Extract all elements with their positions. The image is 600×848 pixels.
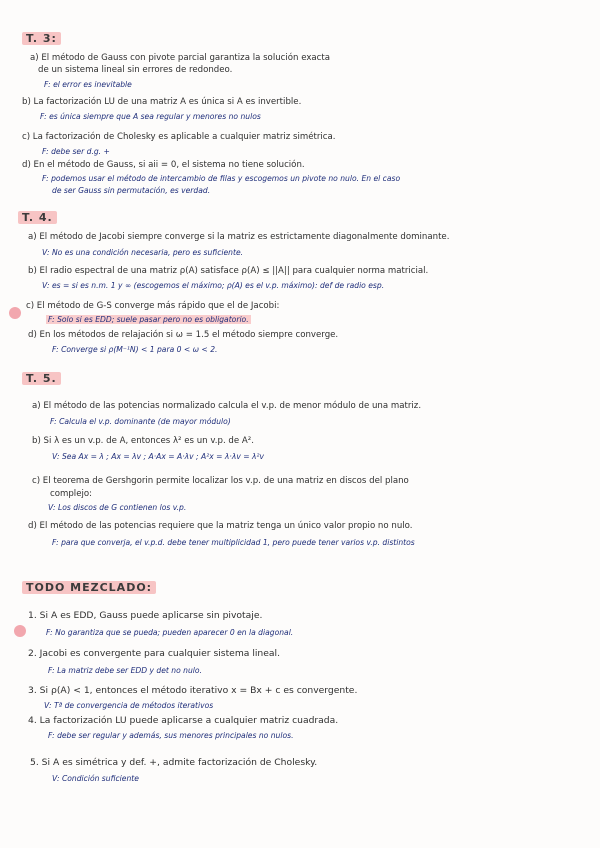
answer-t5-d: F: para que converja, el v.p.d. debe tener multiplicidad 1, pero puede tener varios v.p. distintos: [52, 538, 415, 547]
answer-t5-a: F: Calcula el v.p. dominante (de mayor módulo): [50, 417, 231, 426]
question-t3-b: b) La factorización LU de una matriz A es única si A es invertible.: [22, 97, 302, 107]
question-t5-c: c) El teorema de Gershgorin permite localizar los v.p. de una matriz en discos del plano: [32, 476, 409, 486]
question-t4-d: d) En los métodos de relajación si ω = 1.5 el método siempre converge.: [28, 330, 339, 340]
question-mix-4: 4. La factorización LU puede aplicarse a cualquier matriz cuadrada.: [28, 715, 339, 726]
answer-t3-a: F: el error es inevitable: [44, 80, 132, 89]
question-t5-b: b) Si λ es un v.p. de A, entonces λ² es un v.p. de A².: [32, 436, 254, 446]
answer-t4-c: [46, 315, 251, 324]
answer-t4-a: V: No es una condición necesaria, pero es suficiente.: [42, 248, 244, 257]
question-t5-d: d) El método de las potencias requiere que la matriz tenga un único valor propio no nulo.: [28, 521, 413, 531]
answer-mix-3: V: Tª de convergencia de métodos iterativos: [44, 701, 214, 710]
question-t4-a: a) El método de Jacobi siempre converge si la matriz es estrictamente diagonalmente dominante.: [28, 232, 450, 242]
bullet-dot: [9, 307, 21, 319]
question-mix-5: 5. Si A es simétrica y def. +, admite factorización de Cholesky.: [30, 757, 318, 768]
answer-t5-c: V: Los discos de G contienen los v.p.: [48, 503, 187, 512]
answer-t3-c: F: debe ser d.g. +: [42, 147, 110, 156]
question-t3-d: d) En el método de Gauss, si aii = 0, el sistema no tiene solución.: [22, 160, 305, 170]
answer-t3-d-cont: de ser Gauss sin permutación, es verdad.: [52, 186, 211, 195]
answer-t3-b: F: es única siempre que A sea regular y menores no nulos: [40, 112, 261, 121]
question-t5-c-cont: complejo:: [50, 489, 93, 499]
section-title-mixed: TODO MEZCLADO:: [22, 581, 156, 594]
answer-t5-b: V: Sea Ax = λ ; Ax = λv ; A·Ax = A·λv ; A²x = λ·λv = λ²v: [52, 452, 265, 461]
question-mix-1: 1. Si A es EDD, Gauss puede aplicarse sin pivotaje.: [28, 610, 263, 621]
question-t5-a: a) El método de las potencias normalizado calcula el v.p. de menor módulo de una matriz.: [32, 401, 422, 411]
answer-t4-b: V: es = si es n.m. 1 y ∞ (escogemos el máximo; ρ(A) es el v.p. máximo): def de radio esp.: [42, 281, 385, 290]
answer-t4-c-text: F: Solo si es EDD; suele pasar pero no es obligatorio.: [48, 315, 249, 324]
answer-t3-d: F: podemos usar el método de intercambio de filas y escogemos un pivote no nulo. En el caso: [42, 174, 401, 183]
question-t4-b: b) El radio espectral de una matriz ρ(A) satisface ρ(A) ≤ ||A|| para cualquier norma matricial.: [28, 266, 429, 276]
answer-mix-2: F: La matriz debe ser EDD y det no nulo.: [48, 666, 202, 675]
question-mix-2: 2. Jacobi es convergente para cualquier sistema lineal.: [28, 648, 281, 659]
answer-t4-d: F: Converge si ρ(M⁻¹N) < 1 para 0 < ω < 2.: [52, 345, 218, 354]
question-t3-a-cont: de un sistema lineal sin errores de redondeo.: [38, 65, 233, 75]
bullet-dot: [14, 625, 26, 637]
question-t4-c: c) El método de G-S converge más rápido que el de Jacobi:: [26, 301, 280, 311]
question-t3-a: a) El método de Gauss con pivote parcial garantiza la solución exacta: [30, 53, 331, 63]
answer-mix-4: F: debe ser regular y además, sus menores principales no nulos.: [48, 731, 294, 740]
answer-mix-1: F: No garantiza que se pueda; pueden aparecer 0 en la diagonal.: [46, 628, 294, 637]
section-title-t3: T. 3:: [22, 32, 61, 45]
question-mix-3: 3. Si ρ(A) < 1, entonces el método iterativo x = Bx + c es convergente.: [28, 685, 358, 696]
answer-mix-5: V: Condición suficiente: [52, 774, 139, 783]
section-title-t4: T. 4.: [18, 211, 57, 224]
section-title-t5: T. 5.: [22, 372, 61, 385]
question-t3-c: c) La factorización de Cholesky es aplicable a cualquier matriz simétrica.: [22, 132, 336, 142]
